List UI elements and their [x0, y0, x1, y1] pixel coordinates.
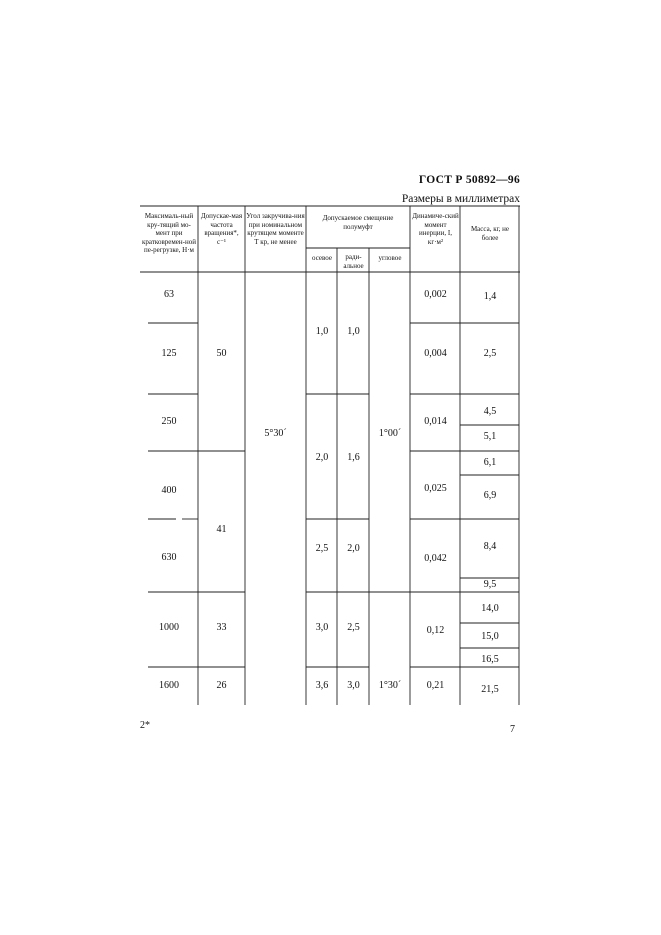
radial-shift-cell: 2,5 [347, 622, 360, 633]
header-twist-angle: Угол закручива-ния при номинальном крутящем моменте T кр, не менее [246, 212, 305, 246]
angular-shift-cell: 1°00´ [378, 428, 402, 439]
header-rotation-frequency: Допускае-мая частота вращения*, с⁻¹ [200, 212, 243, 246]
frequency-cell: 26 [216, 680, 227, 691]
axial-shift-cell: 2,5 [315, 543, 329, 554]
header-radial: ради-альное [343, 253, 364, 270]
header-mass: Масса, кг, не более [470, 225, 510, 242]
mass-cell: 2,5 [483, 348, 497, 359]
mass-cell: 8,4 [483, 541, 497, 552]
mass-cell: 6,9 [483, 490, 497, 501]
torque-cell: 1000 [159, 622, 179, 633]
mass-cell: 5,1 [483, 431, 497, 442]
mass-cell: 9,5 [483, 579, 497, 590]
mass-cell: 1,4 [483, 291, 497, 302]
mass-cell: 15,0 [481, 631, 499, 642]
angular-shift-cell: 1°30´ [378, 680, 402, 691]
radial-shift-cell: 3,0 [347, 680, 360, 691]
sheet-mark: 2* [140, 720, 150, 731]
twist-angle-cell: 5°30´ [264, 428, 287, 439]
axial-shift-cell: 3,6 [315, 680, 329, 691]
mass-cell: 4,5 [483, 406, 497, 417]
radial-shift-cell: 2,0 [347, 543, 360, 554]
dimensions-note: Размеры в миллиметрах [401, 193, 520, 205]
page-number: 7 [510, 724, 515, 735]
torque-cell: 63 [164, 289, 174, 300]
mass-cell: 21,5 [481, 684, 499, 695]
axial-shift-cell: 3,0 [315, 622, 329, 633]
mass-cell: 14,0 [481, 603, 499, 614]
torque-cell: 630 [161, 552, 177, 563]
inertia-cell: 0,042 [424, 553, 447, 564]
frequency-cell: 50 [216, 348, 227, 359]
inertia-cell: 0,002 [424, 289, 447, 300]
inertia-cell: 0,12 [426, 625, 445, 636]
header-axial: осевое [312, 254, 332, 262]
frequency-cell: 41 [216, 524, 227, 535]
header-inertia: Динамиче-ский момент инерции, I, кг·м² [412, 212, 459, 246]
axial-shift-cell: 1,0 [315, 326, 329, 337]
torque-cell: 1600 [159, 680, 179, 691]
header-angular: угловое [378, 254, 402, 262]
torque-cell: 250 [161, 416, 177, 427]
axial-shift-cell: 2,0 [315, 452, 329, 463]
inertia-cell: 0,21 [426, 680, 445, 691]
torque-cell: 125 [161, 348, 177, 359]
header-allowed-shift: Допускаемое смещение полумуфт [322, 214, 394, 231]
mass-cell: 6,1 [483, 457, 497, 468]
torque-cell: 400 [161, 485, 177, 496]
inertia-cell: 0,014 [424, 416, 447, 427]
radial-shift-cell: 1,0 [347, 326, 360, 337]
document-standard-code: ГОСТ Р 50892—96 [418, 174, 520, 186]
mass-cell: 16,5 [481, 654, 499, 665]
frequency-cell: 33 [216, 622, 227, 633]
inertia-cell: 0,025 [424, 483, 447, 494]
inertia-cell: 0,004 [424, 348, 447, 359]
header-max-torque: Максималь-ный кру-тящий мо-мент при кратковремен-ной пе-регрузке, Н·м [142, 212, 196, 254]
radial-shift-cell: 1,6 [347, 452, 360, 463]
